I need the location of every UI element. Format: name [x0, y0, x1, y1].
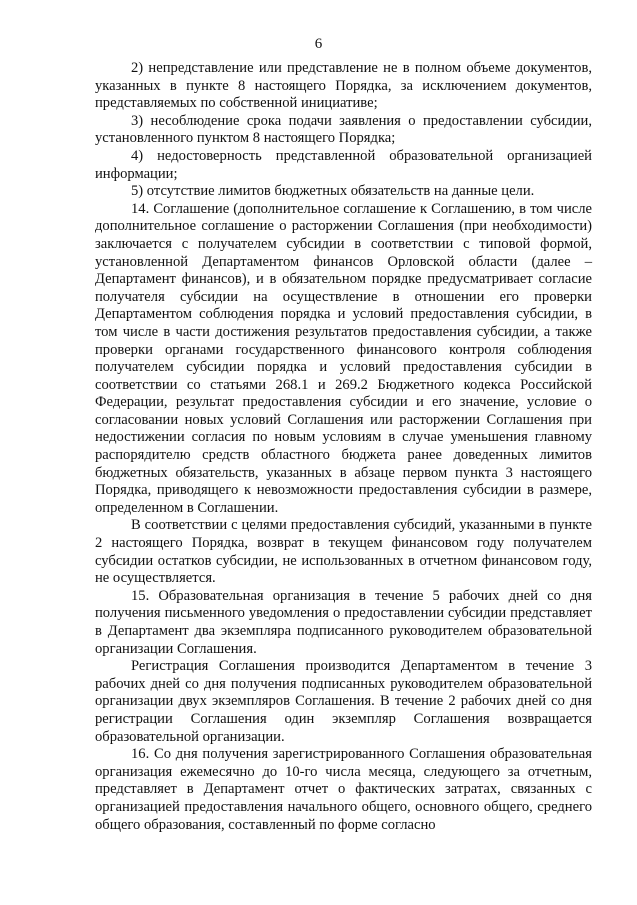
paragraph-item-2: 2) непредставление или представление не в полном объеме документов, указанных в пункте 8 настоящего Порядка, за исключением документов, представляемых по собственной инициативе;	[95, 60, 592, 112]
paragraph-clause-14: 14. Соглашение (дополнительное соглашение к Соглашению, в том числе дополнительное соглашение о расторжении Соглашения (при необходимости) заключается с получателем субсидии в соответствии с типовой формой, установленной Департаментом финансов Орловской области (далее – Департамент финансов), и в обязательном порядке предусматривает согласие получателя субсидии на осуществление в отношении его проверки Департаментом соблюдения порядка и условий предоставления субсидии, в том числе в части достижения результатов предоставления субсидии, а также проверки органами государственного финансового контроля соблюдения получателем субсидии порядка и условий предоставления субсидии в соответствии со статьями 268.1 и 269.2 Бюджетного кодекса Российской Федерации, результат предоставления субсидии и его значение, условие о согласовании новых условий Соглашения или расторжении Соглашения при недостижении согласия по новым условиям в случае уменьшения главному распорядителю средств областного бюджета ранее доведенных лимитов бюджетных обязательств, указанных в абзаце первом пункта 3 настоящего Порядка, приводящего к невозможности предоставления субсидии в размере, определенном в Соглашении.	[95, 200, 592, 516]
paragraph-item-3: 3) несоблюдение срока подачи заявления о предоставлении субсидии, установленного пунктом 8 настоящего Порядка;	[95, 112, 592, 147]
paragraph-item-4: 4) недостоверность представленной образовательной организацией информации;	[95, 147, 592, 182]
paragraph-clause-16: 16. Со дня получения зарегистрированного Соглашения образовательная организация ежемесячно до 10-го числа месяца, следующего за отчетным, представляет в Департамент отчет о фактических затратах, связанных с организацией предоставления начального общего, основного общего, среднего общего образования, составленный по форме согласно	[95, 746, 592, 833]
page-number: 6	[314, 36, 323, 52]
paragraph-item-5: 5) отсутствие лимитов бюджетных обязательств на данные цели.	[131, 183, 535, 200]
paragraph-clause-15: 15. Образовательная организация в течение 5 рабочих дней со дня получения письменного уведомления о предоставлении субсидии представляет в Департамент два экземпляра подписанного руководителем образовательной организации Соглашения.	[95, 587, 592, 657]
document-body	[95, 60, 592, 834]
paragraph-clause-15-registration: Регистрация Соглашения производится Департаментом в течение 3 рабочих дней со дня получения подписанных руководителем образовательной организации двух экземпляров Соглашения. В течение 2 рабочих дней со дня регистрации Соглашения один экземпляр Соглашения возвращается образовательной организации.	[95, 658, 592, 745]
paragraph-clause-14-continuation: В соответствии с целями предоставления субсидий, указанными в пункте 2 настоящего Порядка, возврат в текущем финансовом году получателем субсидии остатков субсидии, не использованных в отчетном финансовом году, не осуществляется.	[95, 517, 592, 587]
